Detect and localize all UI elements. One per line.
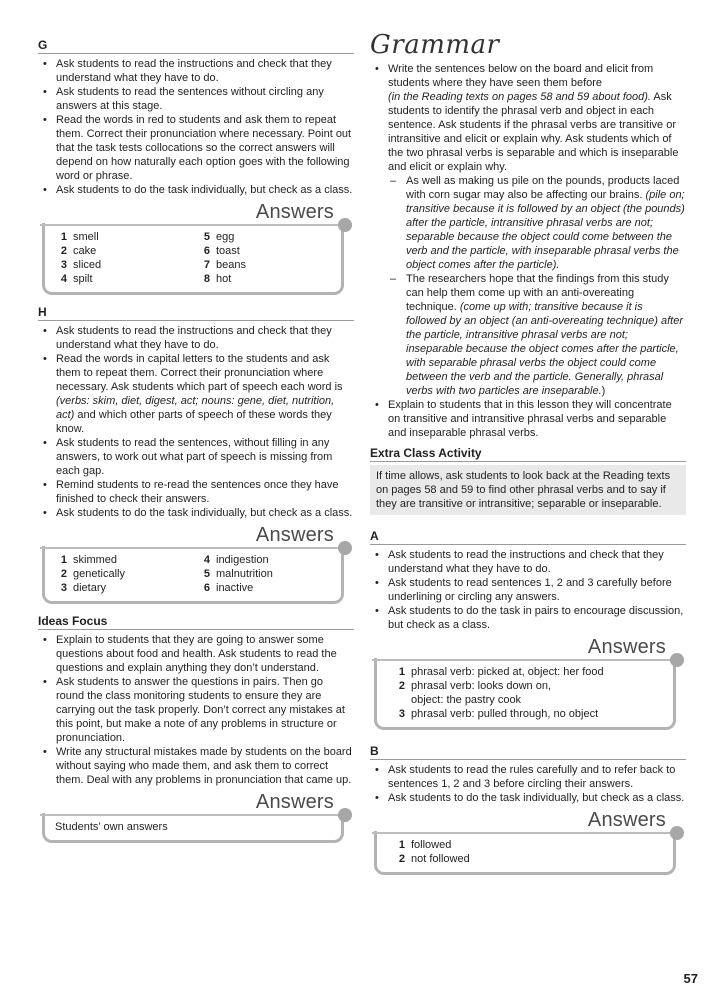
answer-text: smell xyxy=(73,231,99,243)
extra-class-activity-heading: Extra Class Activity xyxy=(370,446,686,462)
section-ideas-focus xyxy=(38,614,354,843)
answer-text: not followed xyxy=(411,853,470,865)
answer-item xyxy=(393,665,663,679)
section-g xyxy=(38,38,354,295)
answers-dot-icon xyxy=(670,826,684,840)
list-item: • Ask students to read the sentences, without filling in any answers, to work out what part of speech is missing from each gap. xyxy=(38,436,354,478)
answer-text: sliced xyxy=(73,259,102,271)
list-item: • Ask students to read the sentences without circling any answers at this stage. xyxy=(38,85,354,113)
list-item: • Ask students to do the task in pairs to encourage discussion, but check as a class. xyxy=(370,604,686,632)
ideas-focus-heading: Ideas Focus xyxy=(38,614,354,630)
answer-text: followed xyxy=(411,839,452,851)
answer-number: 4 xyxy=(60,273,67,285)
section-g-answers xyxy=(38,201,354,295)
answer-number: 5 xyxy=(203,231,210,243)
answers-box xyxy=(42,546,344,604)
answers-box xyxy=(374,658,676,730)
answer-number: 6 xyxy=(203,582,210,594)
section-a-answers xyxy=(370,636,686,730)
answer-number: 6 xyxy=(203,245,210,257)
answers-dot-icon xyxy=(338,808,352,822)
extra-class-activity xyxy=(370,446,686,515)
list-item xyxy=(38,352,354,436)
list-item: • Explain to students that in this lesson they will concentrate on transitive and intransitive phrasal verbs and separable and inseparable phrasal verbs. xyxy=(370,398,686,440)
section-a-bullets xyxy=(370,548,686,632)
text-run: ) xyxy=(601,385,606,397)
answers-rule xyxy=(372,832,676,834)
ideas-focus-answers xyxy=(38,791,354,843)
list-item: • Ask students to read sentences 1, 2 and 3 carefully before underlining or circling any answers. xyxy=(370,576,686,604)
answer-text: inactive xyxy=(216,582,254,594)
answers-title: Answers xyxy=(255,201,334,223)
answers-dot-icon xyxy=(670,653,684,667)
answer-text: egg xyxy=(216,231,235,243)
answers-title: Answers xyxy=(255,791,334,813)
answers-box xyxy=(42,223,344,295)
answer-item xyxy=(55,581,188,595)
section-a-heading: A xyxy=(370,529,686,545)
answer-item xyxy=(393,679,663,693)
answer-item xyxy=(55,567,188,581)
answer-item xyxy=(55,553,188,567)
answers-rule xyxy=(40,814,344,816)
list-item: • Read the words in red to students and ask them to repeat them. Correct their pronunciation where necessary. Point out that the task tests collocations so the correct answers will depend on how naturally each option goes with the following word or phrase. xyxy=(38,113,354,183)
text-run: The researchers hope that the findings from this study can help them come up with an anti-overeating technique. xyxy=(406,273,669,313)
answer-item xyxy=(55,258,188,272)
answer-number: 1 xyxy=(60,554,67,566)
text-run: Read the words in capital letters to the students and ask them to repeat them. Correct their pronunciation where necessary. Ask students which part of speech each word is xyxy=(56,353,343,393)
text-run: Ask students to identify the phrasal verb and object in each sentence. Ask students if the phrasal verbs are transitive or intransitive and elicit or explain why. Ask students which of the two phrasal verbs is separable and which is inseparable and elicit or explain why. xyxy=(388,91,679,173)
answers-rule xyxy=(40,224,344,226)
extra-class-activity-box: If time allows, ask students to look back at the Reading texts on pages 58 and 59 to find other phrasal verbs and to say if they are transitive or intransitive; separable or inseparable. xyxy=(370,465,686,515)
answers-box xyxy=(374,831,676,875)
text-run: As well as making us pile on the pounds, products laced with corn sugar may also be affecting our brains. xyxy=(406,175,680,201)
text-run-italic: (pile on; transitive because it is followed by an object (the pounds) after the particle, intransitive phrasal verbs are not; separable because the object could come between the verb and the particle, with inseparable phrasal verbs the object comes after the particle). xyxy=(406,189,685,271)
answer-item xyxy=(55,244,188,258)
answer-text: toast xyxy=(216,245,240,257)
answers-box xyxy=(42,813,344,843)
list-item: • Ask students to read the rules carefully and to refer back to sentences 1, 2 and 3 before circling their answers. xyxy=(370,763,686,791)
answer-item xyxy=(393,707,663,721)
list-item: • Ask students to answer the questions in pairs. Then go round the class monitoring students to ensure they are carrying out the task properly. Don’t correct any mistakes at this point, but make a note of any problems in structure or pronunciation. xyxy=(38,675,354,745)
answer-item xyxy=(198,244,331,258)
list-item: • Remind students to re-read the sentences once they have finished to check their answers. xyxy=(38,478,354,506)
right-column xyxy=(370,30,686,875)
grammar-examples xyxy=(388,174,686,398)
section-b xyxy=(370,744,686,875)
answer-text: spilt xyxy=(73,273,93,285)
answers-rule xyxy=(372,659,676,661)
list-item: • Ask students to read the instructions and check that they understand what they have to do. xyxy=(38,57,354,85)
text-run-italic: (come up with; transitive because it is followed by an object (an anti-overeating technique) after the particle, intransitive phrasal verbs are not; inseparable because the object comes after the particle, with separable phrasal verbs the object could come between the verb and the particle. Generally, phrasal verbs with two particles are inseparable. xyxy=(406,301,684,397)
answer-number: 8 xyxy=(203,273,210,285)
text-run-italic: (verbs: skim, diet, digest, act; nouns: gene, diet, nutrition, act) xyxy=(56,395,335,421)
list-item: • Ask students to read the instructions and check that they understand what they have to do. xyxy=(38,324,354,352)
answer-text: malnutrition xyxy=(216,568,273,580)
answer-number: 2 xyxy=(60,568,67,580)
answer-number: 5 xyxy=(203,568,210,580)
text-run: and which other parts of speech of these words they know. xyxy=(56,409,332,435)
list-item: • Ask students to read the instructions and check that they understand what they have to do. xyxy=(370,548,686,576)
answer-item xyxy=(198,581,331,595)
section-h-bullets xyxy=(38,324,354,520)
answer-item xyxy=(198,258,331,272)
answer-number: 3 xyxy=(60,259,67,271)
answer-text: object: the pastry cook xyxy=(411,694,522,706)
section-h-answers xyxy=(38,524,354,604)
page-number: 57 xyxy=(683,971,698,986)
left-column xyxy=(38,38,354,843)
text-run-italic: (in the Reading texts on pages 58 and 59 about food). xyxy=(388,91,651,103)
answer-number: 7 xyxy=(203,259,210,271)
list-item: • Ask students to do the task individually, but check as a class. xyxy=(370,791,686,805)
list-item xyxy=(370,62,686,398)
answer-number xyxy=(393,693,405,707)
answers-title: Answers xyxy=(587,636,666,658)
answer-text: Students’ own answers xyxy=(55,821,168,833)
grammar-title: Grammar xyxy=(370,30,500,60)
answer-number: 2 xyxy=(398,680,405,692)
list-item xyxy=(388,272,686,398)
answer-text: phrasal verb: picked at, object: her food xyxy=(411,666,604,678)
section-h-heading: H xyxy=(38,305,354,321)
answer-text: dietary xyxy=(73,582,107,594)
answer-item xyxy=(55,272,188,286)
answer-number: 3 xyxy=(398,708,405,720)
answer-item xyxy=(198,230,331,244)
list-item: • Explain to students that they are going to answer some questions about food and health. Ask students to read the questions and explain anything they don’t understand. xyxy=(38,633,354,675)
answer-item xyxy=(198,567,331,581)
answer-text: cake xyxy=(73,245,97,257)
answer-item xyxy=(393,693,663,707)
answers-title: Answers xyxy=(587,809,666,831)
section-g-bullets xyxy=(38,57,354,197)
section-b-bullets xyxy=(370,763,686,805)
grammar-bullets xyxy=(370,62,686,440)
answer-item xyxy=(55,230,188,244)
answers-dot-icon xyxy=(338,541,352,555)
text-run: Write the sentences below on the board and elicit from students where they have seen them before xyxy=(388,63,654,89)
list-item: • Ask students to do the task individually, but check as a class. xyxy=(38,183,354,197)
section-h xyxy=(38,305,354,604)
answer-number: 1 xyxy=(398,839,405,851)
answer-number: 2 xyxy=(60,245,67,257)
answer-text: phrasal verb: pulled through, no object xyxy=(411,708,599,720)
answer-item xyxy=(198,272,331,286)
answer-text: phrasal verb: looks down on, xyxy=(411,680,552,692)
answer-number: 4 xyxy=(203,554,210,566)
ideas-focus-bullets xyxy=(38,633,354,787)
answer-text: genetically xyxy=(73,568,125,580)
answer-number: 2 xyxy=(398,853,405,865)
list-item: • Ask students to do the task individually, but check as a class. xyxy=(38,506,354,520)
answers-dot-icon xyxy=(338,218,352,232)
list-item xyxy=(388,174,686,272)
section-g-heading: G xyxy=(38,38,354,54)
answer-number: 3 xyxy=(60,582,67,594)
answer-item xyxy=(393,852,663,866)
answer-text: skimmed xyxy=(73,554,118,566)
answer-number: 1 xyxy=(60,231,67,243)
answer-item xyxy=(393,838,663,852)
section-a xyxy=(370,529,686,730)
section-b-heading: B xyxy=(370,744,686,760)
answer-text: hot xyxy=(216,273,232,285)
answer-text: indigestion xyxy=(216,554,269,566)
answer-text: beans xyxy=(216,259,246,271)
list-item: • Write any structural mistakes made by students on the board without saying who made them, and ask them to correct them. Deal with any problems in pronunciation that came up. xyxy=(38,745,354,787)
answers-title: Answers xyxy=(255,524,334,546)
answers-rule xyxy=(40,547,344,549)
answer-number: 1 xyxy=(398,666,405,678)
answer-item xyxy=(198,553,331,567)
section-b-answers xyxy=(370,809,686,875)
